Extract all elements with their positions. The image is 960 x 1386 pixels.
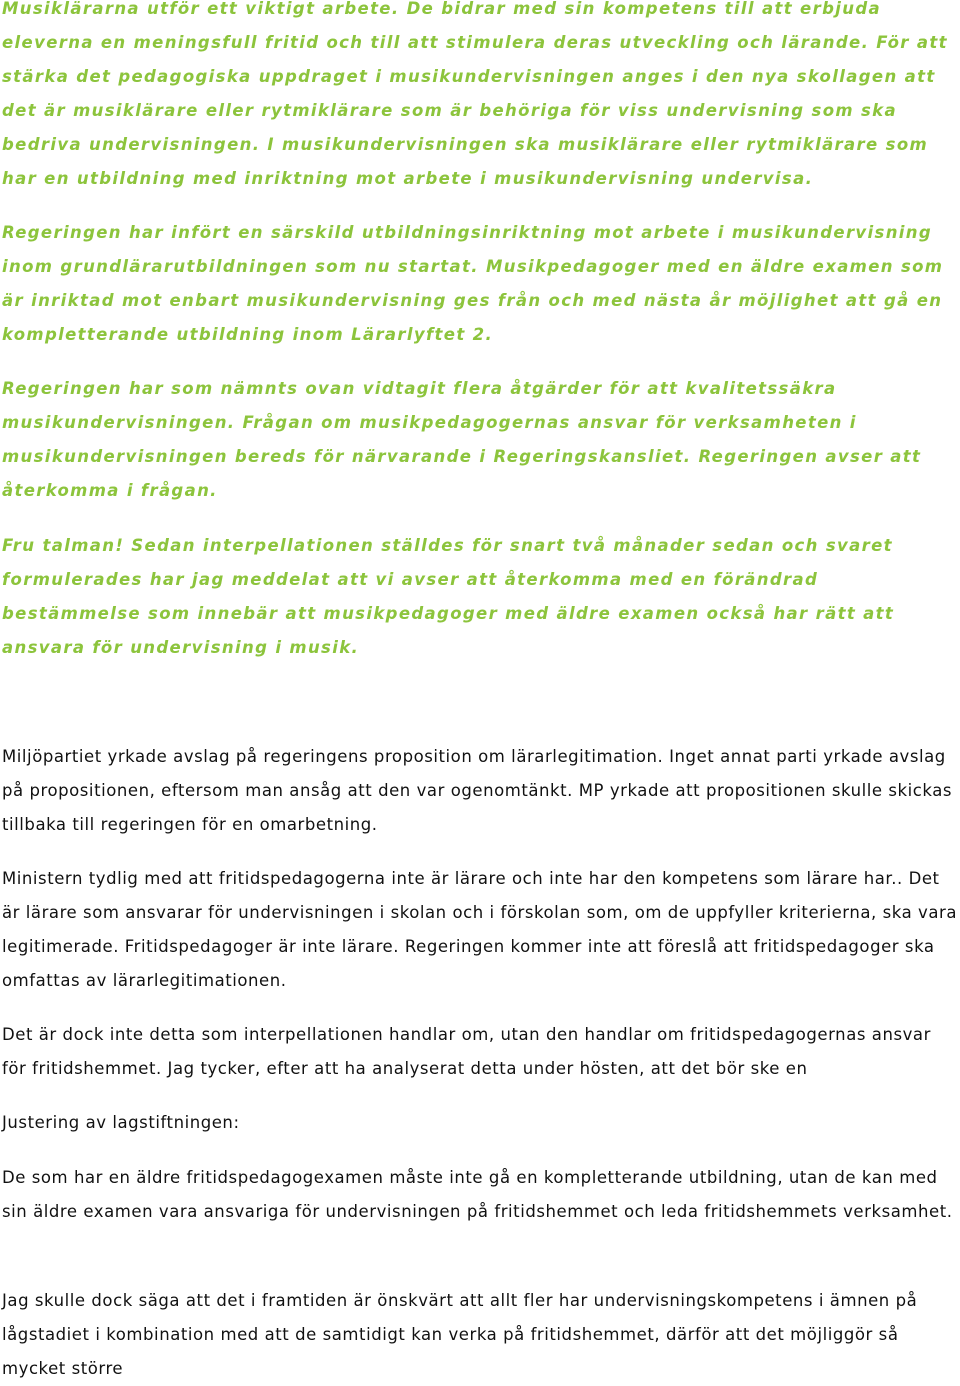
quote-paragraph-1: Musiklärarna utför ett viktigt arbete. De bidrar med sin kompetens till att erbjuda eleverna en meningsfull fritid och till att stimulera deras utveckling och lärande. För att stärka det pedagogiska uppdraget i musikundervisningen anges i den nya skollagen att det är musiklärare eller rytmiklärare som är behöriga för viss undervisning som ska bedriva undervisningen. I musikundervisningen ska musiklärare eller rytmiklärare som har en utbildning med inriktning mot arbete i musikundervisning undervisa. xyxy=(2,0,948,188)
quote-paragraph-3: Regeringen har som nämnts ovan vidtagit flera åtgärder för att kvalitetssäkra musikundervisningen. Frågan om musikpedagogernas ansvar för verksamheten i musikundervisningen bereds för närvarande i Regeringskansliet. Regeringen avser att återkomma i frågan. xyxy=(2,379,922,500)
body-paragraph-3: Det är dock inte detta som interpellationen handlar om, utan den handlar om fritidspedagogernas ansvar för fritidshemmet. Jag tycker, efter att ha analyserat detta under hösten, att det bör ske en xyxy=(2,1025,931,1078)
body-paragraph-4: Justering av lagstiftningen: xyxy=(2,1113,240,1132)
body-paragraph-6: Jag skulle dock säga att det i framtiden är önskvärt att allt fler har undervisningskompetens i ämnen på lågstadiet i kombination med att de samtidigt kan verka på fritidshemmet, därför att det möjliggör så mycket större xyxy=(2,1291,918,1378)
body-paragraph-5: De som har en äldre fritidspedagogexamen måste inte gå en kompletterande utbildning, utan de kan med sin äldre examen vara ansvariga för undervisningen på fritidshemmet och leda fritidshemmets verksamhet. xyxy=(2,1168,953,1221)
body-paragraph-1: Miljöpartiet yrkade avslag på regeringens proposition om lärarlegitimation. Inget annat parti yrkade avslag på propositionen, eftersom man ansåg att den var ogenomtänkt. MP yrkade att propositionen skulle skickas tillbaka till regeringen för en omarbetning. xyxy=(2,747,953,834)
quote-paragraph-4: Fru talman! Sedan interpellationen ställdes för snart två månader sedan och svaret formulerades har jag meddelat att vi avser att återkomma med en förändrad bestämmelse som innebär att musikpedagoger med äldre examen också har rätt att ansvara för undervisning i musik. xyxy=(2,536,895,657)
body-paragraph-2: Ministern tydlig med att fritidspedagogerna inte är lärare och inte har den kompetens som lärare har.. Det är lärare som ansvarar för undervisningen i skolan och i förskolan som, om de uppfyller kriterierna, ska vara legitimerade. Fritidspedagoger är inte lärare. Regeringen kommer inte att föreslå att fritidspedagoger ska omfattas av lärarlegitimationen. xyxy=(2,869,958,990)
quote-paragraph-2: Regeringen har infört en särskild utbildningsinriktning mot arbete i musikundervisning inom grundlärarutbildningen som nu startat. Musikpedagoger med en äldre examen som är inriktad mot enbart musikundervisning ges från och med nästa år möjlighet att gå en kompletterande utbildning inom Lärarlyftet 2. xyxy=(2,223,944,344)
